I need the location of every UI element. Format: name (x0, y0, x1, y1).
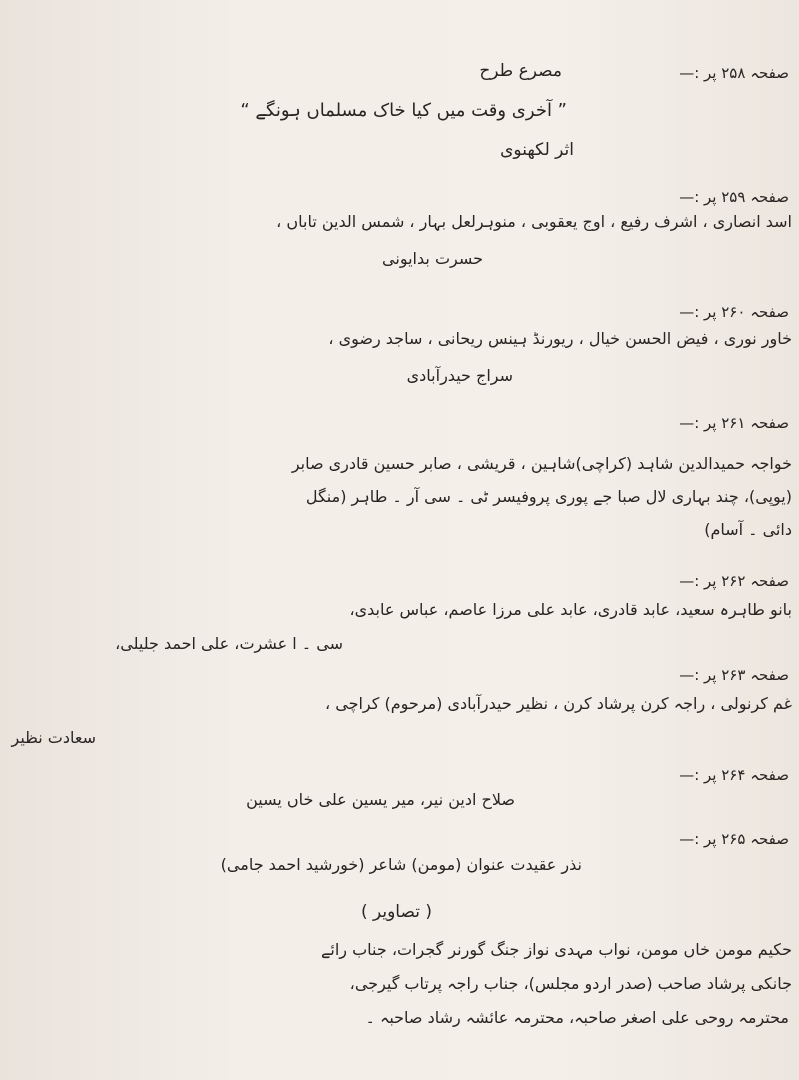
page-label-258: صفحہ ۲۵۸ پر :— (679, 64, 789, 82)
illustrations-heading: ( تصاویر ) (360, 902, 432, 922)
page-label-264: صفحہ ۲۶۴ پر :— (679, 766, 789, 784)
page-label-262: صفحہ ۲۶۲ پر :— (679, 572, 789, 590)
contributors-line: سراج حیدرآبادی (406, 366, 513, 385)
illustrations-line: محترمہ روحی علی اصغر صاحبہ، محترمہ عائشہ رشاد صاحبہ ۔ (365, 1008, 789, 1027)
illustrations-line: حکیم مومن خاں مومن، نواب مہدی نواز جنگ گورنر گجرات، جناب رائے (320, 940, 792, 959)
illustrations-line: جانکی پرشاد صاحب (صدر اردو مجلس)، جناب راجہ پرتاب گیرجی، (349, 974, 792, 993)
poet-name: اثر لکھنوی (500, 140, 574, 160)
contributors-line: اسد انصاری ، اشرف رفیع ، اوج یعقوبی ، منوہرلعل بہار ، شمس الدین تاباں ، (276, 212, 792, 231)
misra-quote: ” آخری وقت میں کیا خاک مسلماں ہونگے “ (240, 100, 567, 121)
contributors-line: خاور نوری ، فیض الحسن خیال ، ریورنڈ ہینس ریحانی ، ساجد رضوی ، (328, 329, 792, 348)
contributors-line: حسرت بدایونی (382, 249, 483, 268)
contributors-line: غم کرنولی ، راجہ کرن پرشاد کرن ، نظیر حیدرآبادی (مرحوم) کراچی ، (325, 694, 792, 713)
bleed-through (495, 178, 499, 194)
contributors-line: صلاح ادین نیر، میر یسین علی خاں یسین (246, 790, 515, 809)
contributors-line: سی ۔ ا عشرت، علی احمد جلیلی، (115, 634, 343, 653)
contributors-line: بانو طاہرہ سعید، عابد قادری، عابد علی مرزا عاصم، عباس عابدی، (349, 600, 792, 619)
contributors-line: سعادت نظیر (11, 728, 96, 747)
page-label-259: صفحہ ۲۵۹ پر :— (679, 188, 789, 206)
page-label-260: صفحہ ۲۶۰ پر :— (679, 303, 789, 321)
contributors-line: خواجہ حمیدالدین شاہد (کراچی)شاہین ، قریشی ، صابر حسین قادری صابر (291, 454, 792, 473)
section-title: مصرع طرح (479, 61, 562, 81)
page-label-265: صفحہ ۲۶۵ پر :— (679, 830, 789, 848)
contributors-line: دائی ۔ آسام) (704, 520, 792, 539)
tribute-line: نذر عقیدت عنوان (مومن) شاعر (خورشید احمد جامی) (220, 855, 582, 874)
contributors-line: (یوپی)، چند بہاری لال صبا جے پوری پروفیسر ٹی ۔ سی آر ۔ طاہر (منگل (305, 487, 792, 506)
page-label-263: صفحہ ۲۶۳ پر :— (679, 666, 789, 684)
page-label-261: صفحہ ۲۶۱ پر :— (679, 414, 789, 432)
